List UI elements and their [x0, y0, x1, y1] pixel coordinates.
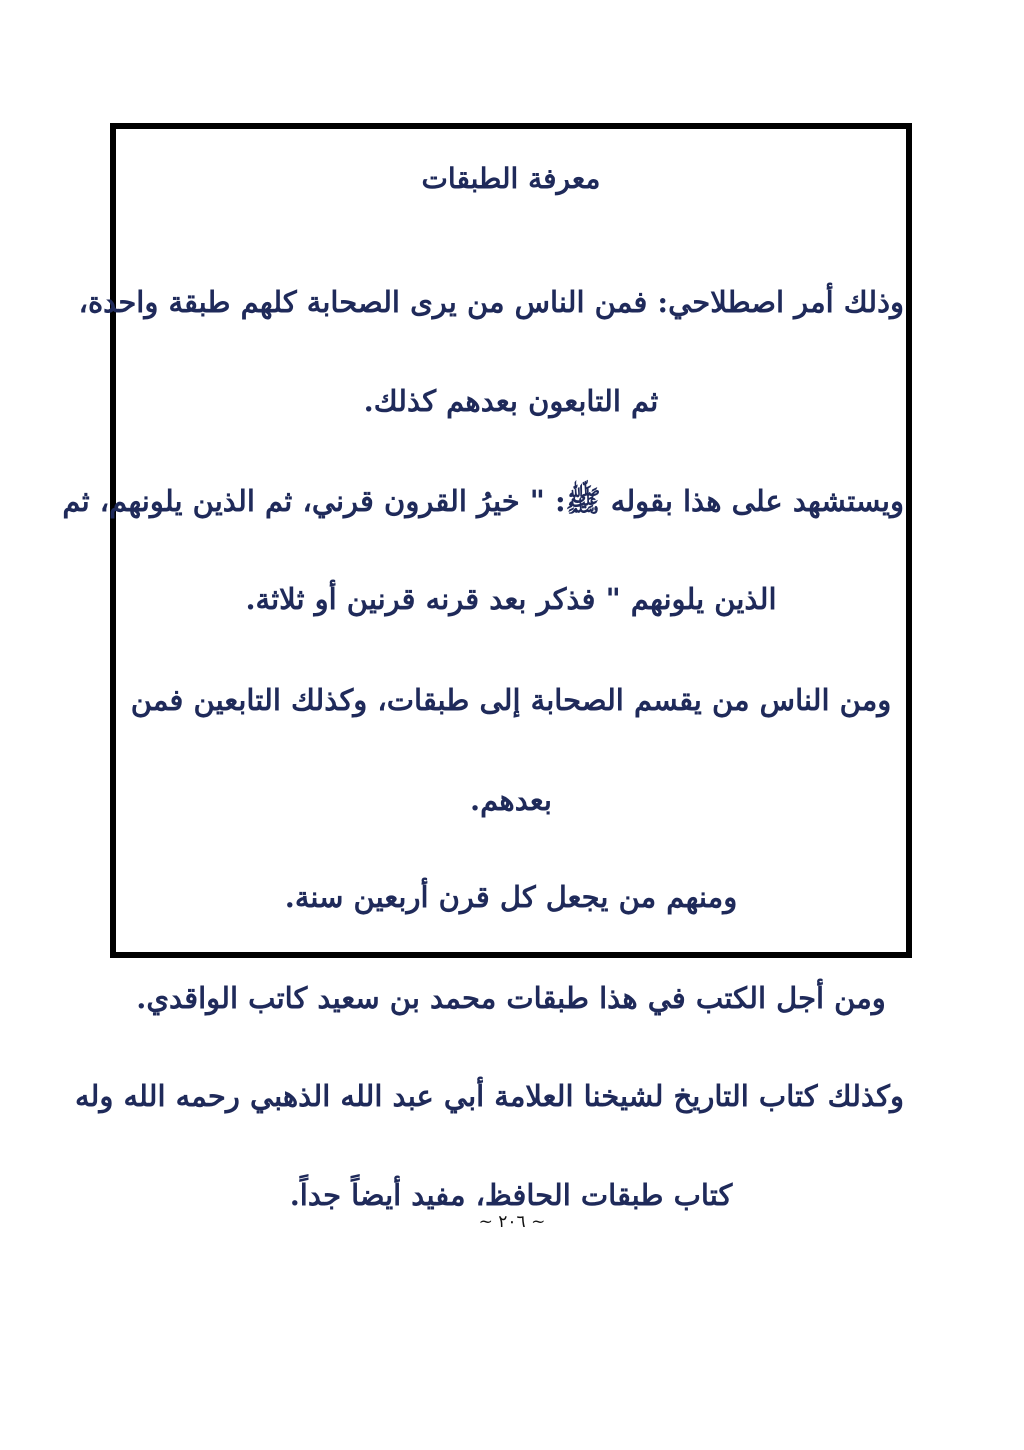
text-line-9: وكذلك كتاب التاريخ لشيخنا العلامة أبي عبد الله الذهبي رحمه الله وله [75, 1079, 904, 1113]
text-line-3: ويستشهد على هذا بقوله ﷺ: " خيرُ القرون قرني، ثم الذين يلونهم، ثم [62, 484, 904, 518]
text-line-6: بعدهم. [470, 783, 552, 817]
text-line-7: ومنهم من يجعل كل قرن أربعين سنة. [284, 880, 738, 914]
text-line-2: ثم التابعون بعدهم كذلك. [363, 384, 659, 418]
page-border-frame [62, 123, 912, 1212]
page-number: ~ ٢٠٦ ~ [478, 1212, 546, 1232]
text-line-8: ومن أجل الكتب في هذا طبقات محمد بن سعيد كاتب الواقدي. [136, 981, 886, 1015]
text-line-1: وذلك أمر اصطلاحي: فمن الناس من يرى الصحابة كلهم طبقة واحدة، [78, 285, 904, 319]
text-line-4: الذين يلونهم " فذكر بعد قرنه قرنين أو ثلاثة. [245, 582, 777, 616]
text-line-10: كتاب طبقات الحافظ، مفيد أيضاً جداً. [289, 1178, 733, 1212]
page-title: معرفة الطبقات [421, 162, 601, 195]
text-line-5: ومن الناس من يقسم الصحابة إلى طبقات، وكذلك التابعين فمن [130, 683, 892, 717]
